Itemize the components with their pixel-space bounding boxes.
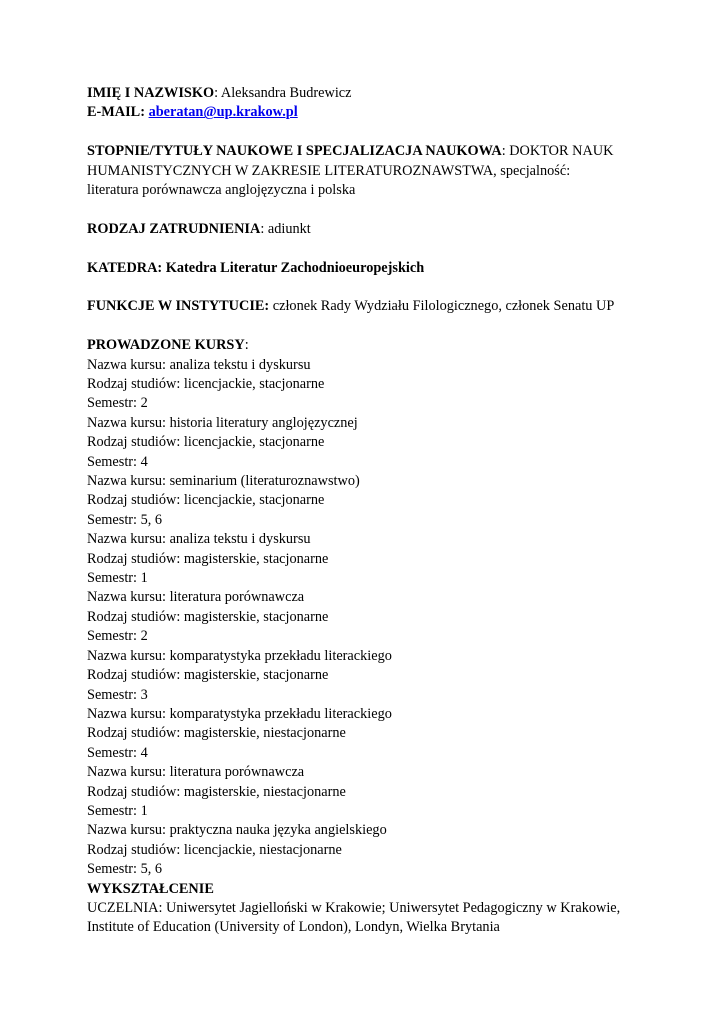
course-name: Nazwa kursu: historia literatury anglojęzycznej <box>87 414 358 431</box>
department-row <box>87 259 647 278</box>
degrees-line-3: literatura porównawcza anglojęzyczna i polska <box>87 182 356 199</box>
degrees-sep: : <box>501 143 510 160</box>
name-value: Aleksandra Budrewicz <box>220 85 352 101</box>
course-semester: Semestr: 2 <box>87 628 148 645</box>
spacer <box>87 200 647 219</box>
course-name: Nazwa kursu: komparatystyka przekładu literackiego <box>87 705 392 722</box>
spacer <box>87 239 647 258</box>
course-name: Nazwa kursu: komparatystyka przekładu literackiego <box>87 647 392 664</box>
courses-label: PROWADZONE KURSY <box>87 337 245 354</box>
department-label: KATEDRA: <box>87 259 163 276</box>
course-item <box>87 472 647 530</box>
course-type: Rodzaj studiów: magisterskie, stacjonarne <box>87 667 329 684</box>
course-item <box>87 821 647 879</box>
education-line-1: UCZELNIA: Uniwersytet Jagielloński w Krakowie; Uniwersytet Pedagogiczny w Krakowie, <box>87 899 621 916</box>
course-semester: Semestr: 4 <box>87 453 148 470</box>
education-line-2: Institute of Education (University of London), Londyn, Wielka Brytania <box>87 919 500 936</box>
email-row <box>87 103 647 122</box>
department-value: Katedra Literatur Zachodnioeuropejskich <box>165 259 425 276</box>
spacer <box>87 123 647 142</box>
course-semester: Semestr: 2 <box>87 395 148 412</box>
course-item <box>87 705 647 763</box>
courses-sep: : <box>244 337 249 354</box>
course-name: Nazwa kursu: literatura porównawcza <box>87 589 305 606</box>
course-type: Rodzaj studiów: licencjackie, stacjonarne <box>87 376 325 393</box>
degrees-row <box>87 142 647 161</box>
course-semester: Semestr: 1 <box>87 570 148 587</box>
cv-document <box>87 84 647 938</box>
course-item <box>87 414 647 472</box>
spacer <box>87 278 647 297</box>
course-semester: Semestr: 1 <box>87 802 148 819</box>
course-type: Rodzaj studiów: licencjackie, stacjonarne <box>87 434 325 451</box>
degrees-value: DOKTOR NAUK <box>509 143 614 160</box>
employment-sep: : <box>260 220 268 237</box>
course-type: Rodzaj studiów: licencjackie, stacjonarne <box>87 492 325 509</box>
course-semester: Semestr: 5, 6 <box>87 861 163 878</box>
course-type: Rodzaj studiów: magisterskie, niestacjonarne <box>87 725 346 742</box>
course-item <box>87 647 647 705</box>
course-name: Nazwa kursu: literatura porównawcza <box>87 764 305 781</box>
course-item <box>87 588 647 646</box>
course-semester: Semestr: 5, 6 <box>87 511 163 528</box>
name-sep: : <box>214 85 221 101</box>
course-item <box>87 530 647 588</box>
course-type: Rodzaj studiów: licencjackie, niestacjonarne <box>87 841 342 858</box>
education-label: WYKSZTAŁCENIE <box>87 880 214 897</box>
name-row <box>87 84 647 103</box>
email-label: E-MAIL: <box>87 104 145 121</box>
course-name: Nazwa kursu: seminarium (literaturoznawstwo) <box>87 473 360 490</box>
course-type: Rodzaj studiów: magisterskie, stacjonarne <box>87 550 329 567</box>
email-link[interactable]: aberatan@up.krakow.pl <box>148 104 298 121</box>
name-label: IMIĘ I NAZWISKO <box>87 85 215 101</box>
course-semester: Semestr: 4 <box>87 744 148 761</box>
course-item <box>87 356 647 414</box>
employment-value: adiunkt <box>267 220 311 237</box>
degrees-line-2: HUMANISTYCZNYCH W ZAKRESIE LITERATUROZNAWSTWA, specjalność: <box>87 162 571 179</box>
course-type: Rodzaj studiów: magisterskie, stacjonarne <box>87 608 329 625</box>
education-heading <box>87 880 647 899</box>
employment-row <box>87 220 647 239</box>
course-item <box>87 763 647 821</box>
courses-heading <box>87 336 647 355</box>
course-name: Nazwa kursu: analiza tekstu i dyskursu <box>87 531 311 548</box>
spacer <box>87 317 647 336</box>
functions-row <box>87 297 647 316</box>
functions-value: członek Rady Wydziału Filologicznego, członek Senatu UP <box>272 298 615 315</box>
course-list <box>87 356 647 880</box>
course-name: Nazwa kursu: praktyczna nauka języka angielskiego <box>87 822 387 839</box>
course-name: Nazwa kursu: analiza tekstu i dyskursu <box>87 356 311 373</box>
degrees-label: STOPNIE/TYTUŁY NAUKOWE I SPECJALIZACJA NAUKOWA <box>87 143 502 160</box>
employment-label: RODZAJ ZATRUDNIENIA <box>87 220 261 237</box>
course-semester: Semestr: 3 <box>87 686 148 703</box>
functions-label: FUNKCJE W INSTYTUCIE: <box>87 298 270 315</box>
course-type: Rodzaj studiów: magisterskie, niestacjonarne <box>87 783 346 800</box>
